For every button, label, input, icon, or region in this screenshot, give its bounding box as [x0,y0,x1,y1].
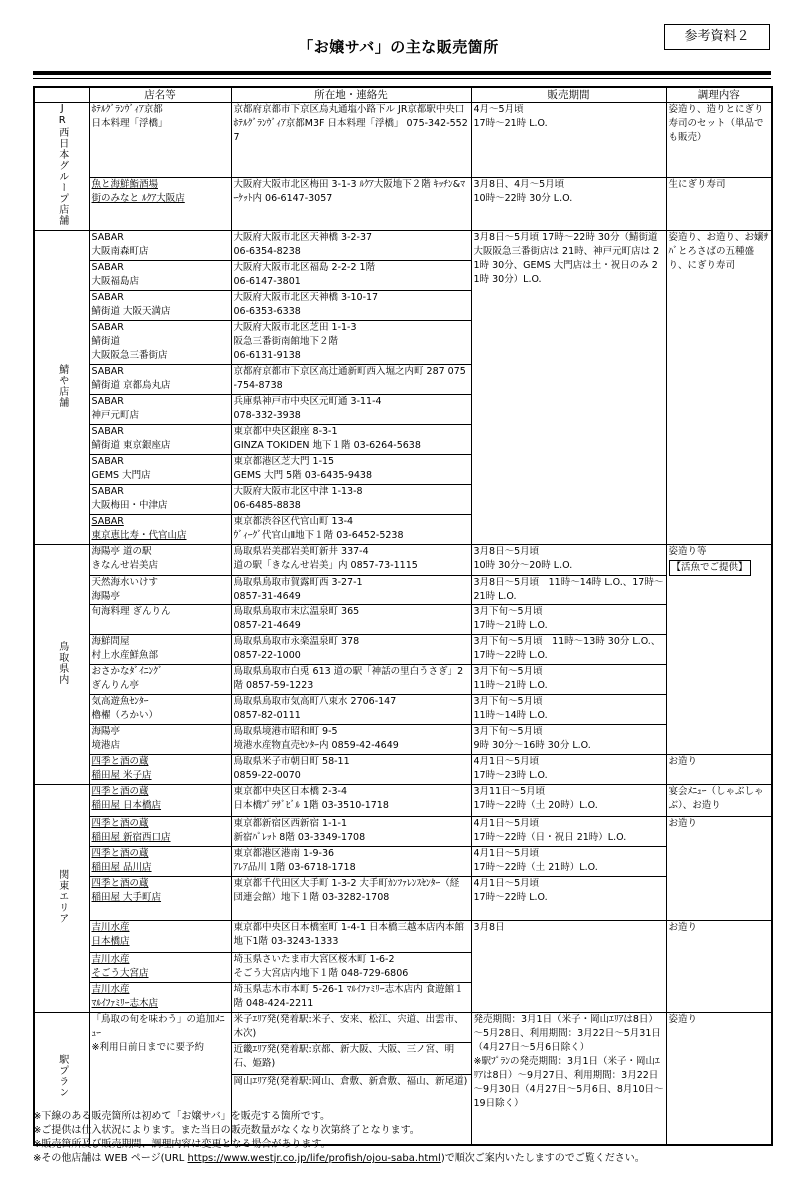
store-address: 東京都中央区日本橋室町 1-4-1 日本橋三越本店内本館地下1階 03-3243-1333 [231,921,471,953]
group-label: 鯖や店舗 [56,363,68,408]
cooking-style: 生にぎり寿司 [666,178,772,231]
cooking-style: お造り [666,817,772,921]
sales-period: 4月1日～5月頃 17時～22時 L.O. [471,877,666,921]
store-address: 埼玉県さいたま市大宮区桜木町 1-6-2 そごう大宮店内地下１階 048-729-6806 [231,953,471,983]
sales-period: 4月1日～5月頃 17時～22時（土 21時）L.O. [471,847,666,877]
table-row [34,635,772,665]
reference-badge: 参考資料２ [664,24,770,50]
footnote: ※ご提供は仕入状況によります。また当日の販売数量がなくなり次第終了となります。 [33,1125,420,1136]
sales-period: 3月11日～5月頃 17時～22時（土 20時）L.O. [471,785,666,817]
table-row [34,605,772,635]
sales-period: 3月下旬～5月頃 9時 30分～16時 30分 L.O. [471,725,666,755]
store-address: 鳥取県鳥取市賀露町西 3-27-1 0857-31-4649 [231,576,471,605]
sales-period: 発売期間：3月1日（米子・岡山ｴﾘｱは8日）～5月28日、利用期間：3月22日～5月31日（4月27日～5月6日除く） ※駅ﾌﾟﾗﾝの発売期間：3月1日（米子・岡山ｴﾘｱは8日）～9月27日、利用期間：3月22日～9月30日（4月27日～5月6日、8月10日～19日除く） [471,1013,666,1145]
sales-period: 3月下旬～5月頃 11時～21時 L.O. [471,665,666,695]
cooking-style: お造り [666,921,772,1013]
group-label: JR西日本グループ店舗 [56,103,68,226]
sales-period: 3月下旬～5月頃 11時～13時 30分 L.O.、17時～22時 L.O. [471,635,666,665]
store-address: 東京都渋谷区代官山町 13-4 ｳﾞｨｰｸﾞ代官山Ⅱ地下１階 03-6452-5238 [231,515,471,545]
store-address: 兵庫県神戸市中央区元町通 3-11-4 078-332-3938 [231,395,471,425]
footnote-web [33,1152,645,1166]
store-name: 旬海料理 ぎんりん [89,605,231,635]
sales-period: 3月下旬～5月頃 17時～21時 L.O. [471,605,666,635]
store-name: SABAR 鯖街道 京都烏丸店 [89,365,231,395]
table-row [34,817,772,847]
store-address: 鳥取県鳥取市白兎 613 道の駅「神話の里白うさぎ」2階 0857-59-1223 [231,665,471,695]
store-name: 四季と酒の蔵 稲田屋 新宿西口店 [89,817,231,847]
group-kanto [34,785,89,1013]
live-fish-tag: 【活魚でご提供】 [669,560,751,576]
store-name: 四季と酒の蔵 稲田屋 大手町店 [89,877,231,921]
store-name: SABAR GEMS 大門店 [89,455,231,485]
store-name: 吉川水産 日本橋店 [89,921,231,953]
cooking-style: お造り [666,755,772,785]
sales-period: 3月8日～5月頃 10時 30分～20時 L.O. [471,545,666,576]
group-label: 駅プラン [56,1054,68,1099]
store-address: 大阪府大阪市北区福島 2-2-2 1階 06-6147-3801 [231,261,471,291]
footnote-web-prefix: ※その他店舗は WEB ページ(URL [33,1153,188,1164]
plan-area-yonago: 米子ｴﾘｱ発(発着駅:米子、安来、松江、宍道、出雲市、木次) [231,1013,471,1043]
store-name: SABAR 鯖街道 大阪天満店 [89,291,231,321]
web-url-link[interactable]: https://www.westjr.co.jp/life/profish/ojou-saba.html [187,1153,441,1164]
store-address: 鳥取県鳥取市永楽温泉町 378 0857-22-1000 [231,635,471,665]
cooking-style: 姿造り [666,1013,772,1145]
footnote-web-suffix: )で順次ご案内いたしますのでご覧ください。 [440,1153,645,1164]
store-address: 大阪府大阪市北区天神橋 3-10-17 06-6353-6338 [231,291,471,321]
table-row [34,725,772,755]
table-row [34,921,772,953]
cooking-style: 宴会ﾒﾆｭｰ（しゃぶしゃぶ）、お造り [666,785,772,817]
cooking-style: 姿造り、造りとにぎり寿司のセット（単品でも販売） [666,103,772,178]
cooking-style [666,545,772,755]
footnote: ※販売箇所及び販売期間、調理内容は変更となる場合があります。 [33,1139,331,1150]
sales-period: 3月8日～5月頃 17時～22時 30分（鯖街道 大阪阪急三番街店は 21時、神戸元町店は 21時 30分、GEMS 大門店は土・祝日のみ 21時 30分）L.O. [471,231,666,545]
sales-period: 3月8日、4月～5月頃 10時～22時 30分 L.O. [471,178,666,231]
sales-period: 4月1日～5月頃 17時～23時 L.O. [471,755,666,785]
store-address: 東京都中央区銀座 8-3-1 GINZA TOKIDEN 地下１階 03-6264-5638 [231,425,471,455]
store-address: 東京都新宿区西新宿 1-1-1 新宿ﾊﾟﾚｯﾄ 8階 03-3349-1708 [231,817,471,847]
sales-locations-table [33,86,773,1146]
header-store: 店名等 [89,87,231,103]
group-jr [34,103,89,231]
store-name: 魚と海鮮鮨酒場 街のみなと ﾙｸｱ大阪店 [89,178,231,231]
store-address: 東京都港区芝大門 1-15 GEMS 大門 5階 03-6435-9438 [231,455,471,485]
store-name: 四季と酒の蔵 稲田屋 品川店 [89,847,231,877]
store-address: 大阪府大阪市北区梅田 3-1-3 ﾙｸｱ大阪地下２階 ｷｯﾁﾝ&ﾏｰｹｯﾄ内 06-6147-3057 [231,178,471,231]
store-address: 鳥取県鳥取市末広温泉町 365 0857-21-4649 [231,605,471,635]
table-row [34,1013,772,1043]
store-address: 大阪府大阪市北区天神橋 3-2-37 06-6354-8238 [231,231,471,261]
title-rule-thick [33,71,771,75]
table-row [34,231,772,261]
store-name: SABAR 東京恵比寿・代官山店 [89,515,231,545]
store-name: SABAR 大阪南森町店 [89,231,231,261]
store-address: 大阪府大阪市北区中津 1-13-8 06-6485-8838 [231,485,471,515]
store-address: 鳥取県境港市昭和町 9-5 境港水産物直売ｾﾝﾀｰ内 0859-42-4649 [231,725,471,755]
store-address: 京都府京都市下京区烏丸通塩小路下ル JR京都駅中央口 ﾎﾃﾙｸﾞﾗﾝｳﾞｨｱ京都M3F 日本料理「浮橋」 075-342-5527 [231,103,471,178]
store-address: 東京都中央区日本橋 2-3-4 日本橋ﾌﾟﾗｻﾞﾋﾞﾙ 1階 03-3510-1718 [231,785,471,817]
table-row [34,877,772,921]
sales-period: 3月下旬～5月頃 11時～14時 L.O. [471,695,666,725]
sales-period: 3月8日～5月頃 11時～14時 L.O.、17時～21時 L.O. [471,576,666,605]
store-address: 鳥取県米子市朝日町 58-11 0859-22-0070 [231,755,471,785]
table-row [34,545,772,576]
header-cooking: 調理内容 [666,87,772,103]
plan-area-kinki: 近畿ｴﾘｱ発(発着駅:京都、新大阪、大阪、三ノ宮、明石、姫路) [231,1043,471,1075]
store-name: SABAR 鯖街道 大阪阪急三番街店 [89,321,231,365]
header-blank [34,87,89,103]
group-tottori [34,545,89,785]
store-address: 東京都千代田区大手町 1-3-2 大手町ｶﾝﾌｧﾚﾝｽｾﾝﾀｰ（経団連会館）地下１階 03-3282-1708 [231,877,471,921]
cooking-style: 姿造り、お造り、お嬢ｻﾊﾞとろさばの五種盛り、にぎり寿司 [666,231,772,545]
store-address: 大阪府大阪市北区芝田 1-1-3 阪急三番街南館地下２階 06-6131-9138 [231,321,471,365]
store-name: 四季と酒の蔵 稲田屋 日本橋店 [89,785,231,817]
store-name: SABAR 大阪福島店 [89,261,231,291]
store-name: 四季と酒の蔵 稲田屋 米子店 [89,755,231,785]
store-name: SABAR 鯖街道 東京銀座店 [89,425,231,455]
table-row [34,847,772,877]
store-address: 埼玉県志木市本町 5-26-1 ﾏﾙｲﾌｧﾐﾘｰ志木店内 食遊館１階 048-424-2211 [231,983,471,1013]
table-row [34,665,772,695]
table-row [34,755,772,785]
cooking-text: 姿造り等 [668,546,707,557]
store-name: 「鳥取の旬を味わう」の追加ﾒﾆｭｰ ※利用日前日までに要予約 [89,1013,231,1145]
page-title: 「お嬢サバ」の主な販売箇所 [298,38,499,56]
group-label: 鳥取県内 [56,640,68,685]
store-name: SABAR 神戸元町店 [89,395,231,425]
title-rule-thin [33,78,771,79]
store-name: 海鮮問屋 村上水産鮮魚部 [89,635,231,665]
group-label: 関東エリア [56,869,68,924]
footnote: ※下線のある販売箇所は初めて「お嬢サバ」を販売する箇所です。 [33,1111,330,1122]
store-name: 海陽亭 境港店 [89,725,231,755]
store-name: SABAR 大阪梅田・中津店 [89,485,231,515]
sales-period: 3月8日 [471,921,666,1013]
store-name: 気高遊魚ｾﾝﾀｰ 櫓櫂（ろかい） [89,695,231,725]
store-name: 吉川水産 ﾏﾙｲﾌｧﾐﾘｰ志木店 [89,983,231,1013]
store-name: おさかなﾀﾞｲﾆﾝｸﾞ ぎんりん亭 [89,665,231,695]
store-address: 京都府京都市下京区高辻通新町西入堀之内町 287 075-754-8738 [231,365,471,395]
table-row [34,695,772,725]
table-row [34,178,772,231]
store-address: 鳥取県鳥取市気高町八束水 2706-147 0857-82-0111 [231,695,471,725]
header-period: 販売期間 [471,87,666,103]
table-row [34,103,772,178]
table-row [34,785,772,817]
store-name: 海陽亭 道の駅 きなんせ岩美店 [89,545,231,576]
store-name: 天然海水いけす 海陽亭 [89,576,231,605]
plan-area-okayama: 岡山ｴﾘｱ発(発着駅:岡山、倉敷、新倉敷、福山、新尾道) [231,1075,471,1145]
table-row [34,576,772,605]
sales-period: 4月～5月頃 17時～21時 L.O. [471,103,666,178]
table-header-row [34,87,772,103]
group-saba [34,231,89,545]
store-address: 鳥取県岩美郡岩美町新井 337-4 道の駅「きなんせ岩美」内 0857-73-1115 [231,545,471,576]
store-address: 東京都港区港南 1-9-36 ｱﾚｱ品川 1階 03-6718-1718 [231,847,471,877]
store-name: 吉川水産 そごう大宮店 [89,953,231,983]
store-name: ﾎﾃﾙｸﾞﾗﾝｳﾞｨｱ京都 日本料理「浮橋」 [89,103,231,178]
sales-period: 4月1日～5月頃 17時～22時（日・祝日 21時）L.O. [471,817,666,847]
header-address: 所在地・連絡先 [231,87,471,103]
